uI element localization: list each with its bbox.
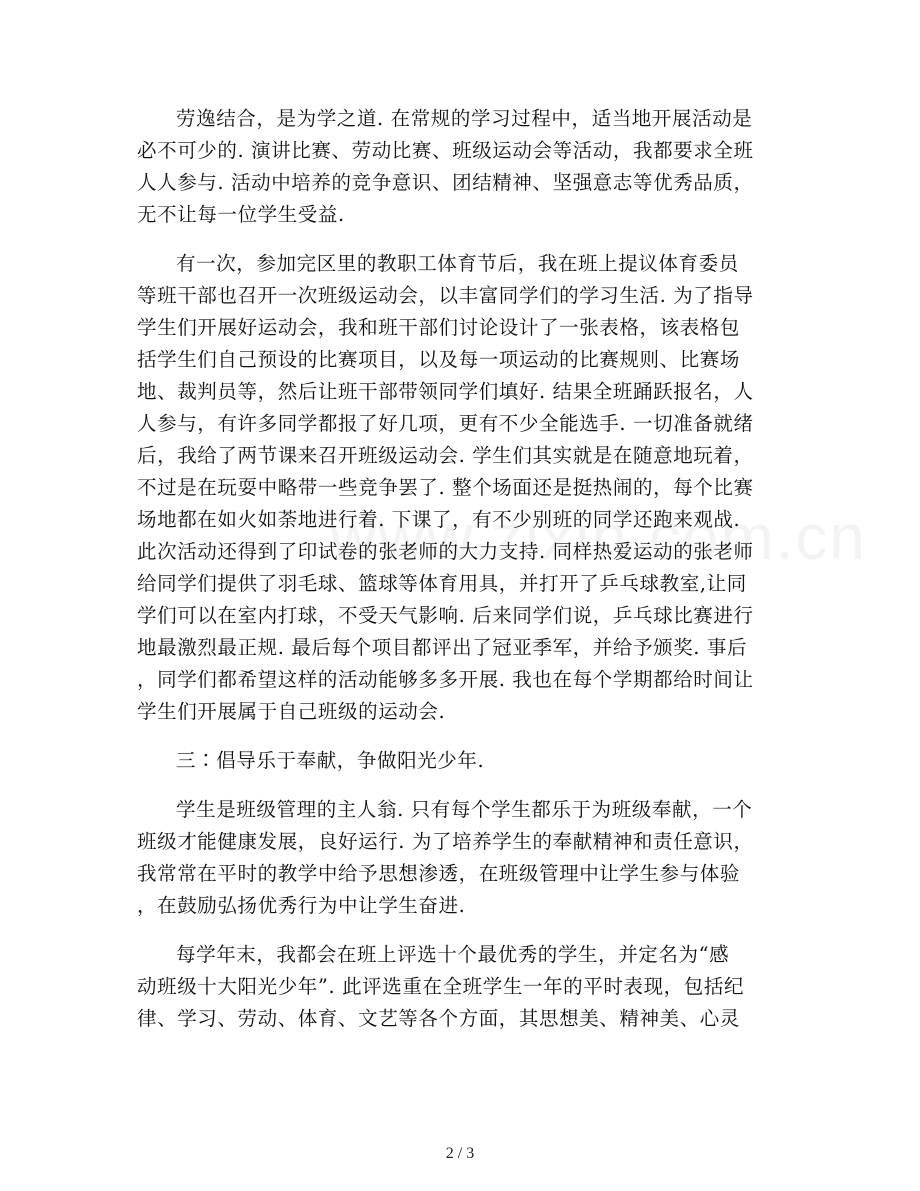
paragraph-2 [137, 248, 787, 728]
document-body [137, 103, 787, 1035]
text-line: 学们可以在室内打球，不受天气影响. 后来同学们说，乒乓球比赛进行 [137, 604, 754, 627]
text-line: 有一次，参加完区里的教职工体育节后，我在班上提议体育委员 [176, 252, 739, 275]
paragraph-3 [137, 794, 787, 922]
text-line: 律、学习、劳动、体育、文艺等各个方面，其思想美、精神美、心灵 [137, 1007, 741, 1030]
text-line: 人参与，有许多同学都报了好几项，更有不少全能选手. 一切准备就绪 [137, 412, 754, 435]
text-line: 我常常在平时的教学中给予思想渗透，在班级管理中让学生参与体验 [137, 862, 741, 885]
text-line: 每学年末，我都会在班上评选十个最优秀的学生，并定名为“感 [176, 943, 730, 966]
text-line: 班级才能健康发展，良好运行. 为了培养学生的奉献精神和责任意识， [137, 830, 754, 853]
text-line: 此次活动还得到了印试卷的张老师的大力支持. 同样热爱运动的张老师 [137, 540, 754, 563]
text-line: 等班干部也召开一次班级运动会，以丰富同学们的学习生活. 为了指导 [137, 284, 754, 307]
text-line: 人人参与. 活动中培养的竞争意识、团结精神、坚强意志等优秀品质， [137, 171, 754, 194]
text-line: 必不可少的. 演讲比赛、劳动比赛、班级运动会等活动，我都要求全班 [137, 139, 754, 162]
paragraph-4 [137, 939, 787, 1035]
text-line: 学生们开展好运动会，我和班干部们讨论设计了一张表格，该表格包 [137, 316, 741, 339]
page-number: 2 / 3 [445, 1145, 475, 1162]
text-line: 学生们开展属于自己班级的运动会. [137, 700, 446, 723]
text-line: 动班级十大阳光少年”. 此评选重在全班学生一年的平时表现，包括纪 [137, 975, 745, 998]
text-line: 场地都在如火如荼地进行着. 下课了，有不少别班的同学还跑来观战. [137, 508, 741, 531]
text-line: ，在鼓励弘扬优秀行为中让学生奋进. [137, 894, 466, 917]
text-line: 学生是班级管理的主人翁. 只有每个学生都乐于为班级奉献，一个 [176, 798, 753, 821]
section-heading [137, 745, 787, 777]
heading-line: 三∶倡导乐于奉献，争做阳光少年. [176, 749, 485, 772]
text-line: 无不让每一位学生受益. [137, 203, 345, 226]
text-line: 地最激烈最正规. 最后每个项目都评出了冠亚季军，并给予颁奖. 事后 [137, 636, 748, 659]
text-line: 给同学们提供了羽毛球、篮球等体育用具，并打开了乒乓球教室,让同 [137, 572, 747, 595]
paragraph-1 [137, 103, 787, 231]
text-line: 后，我给了两节课来召开班级运动会. 学生们其实就是在随意地玩着， [137, 444, 754, 467]
text-line: 括学生们自己预设的比赛项目，以及每一项运动的比赛规则、比赛场 [137, 348, 741, 371]
text-line: 劳逸结合，是为学之道. 在常规的学习过程中，适当地开展活动是 [176, 107, 753, 130]
text-line: 不过是在玩耍中略带一些竞争罢了. 整个场面还是挺热闹的，每个比赛 [137, 476, 754, 499]
text-line: ，同学们都希望这样的活动能够多多开展. 我也在每个学期都给时间让 [137, 668, 754, 691]
text-line: 地、裁判员等，然后让班干部带领同学们填好. 结果全班踊跃报名，人 [137, 380, 754, 403]
